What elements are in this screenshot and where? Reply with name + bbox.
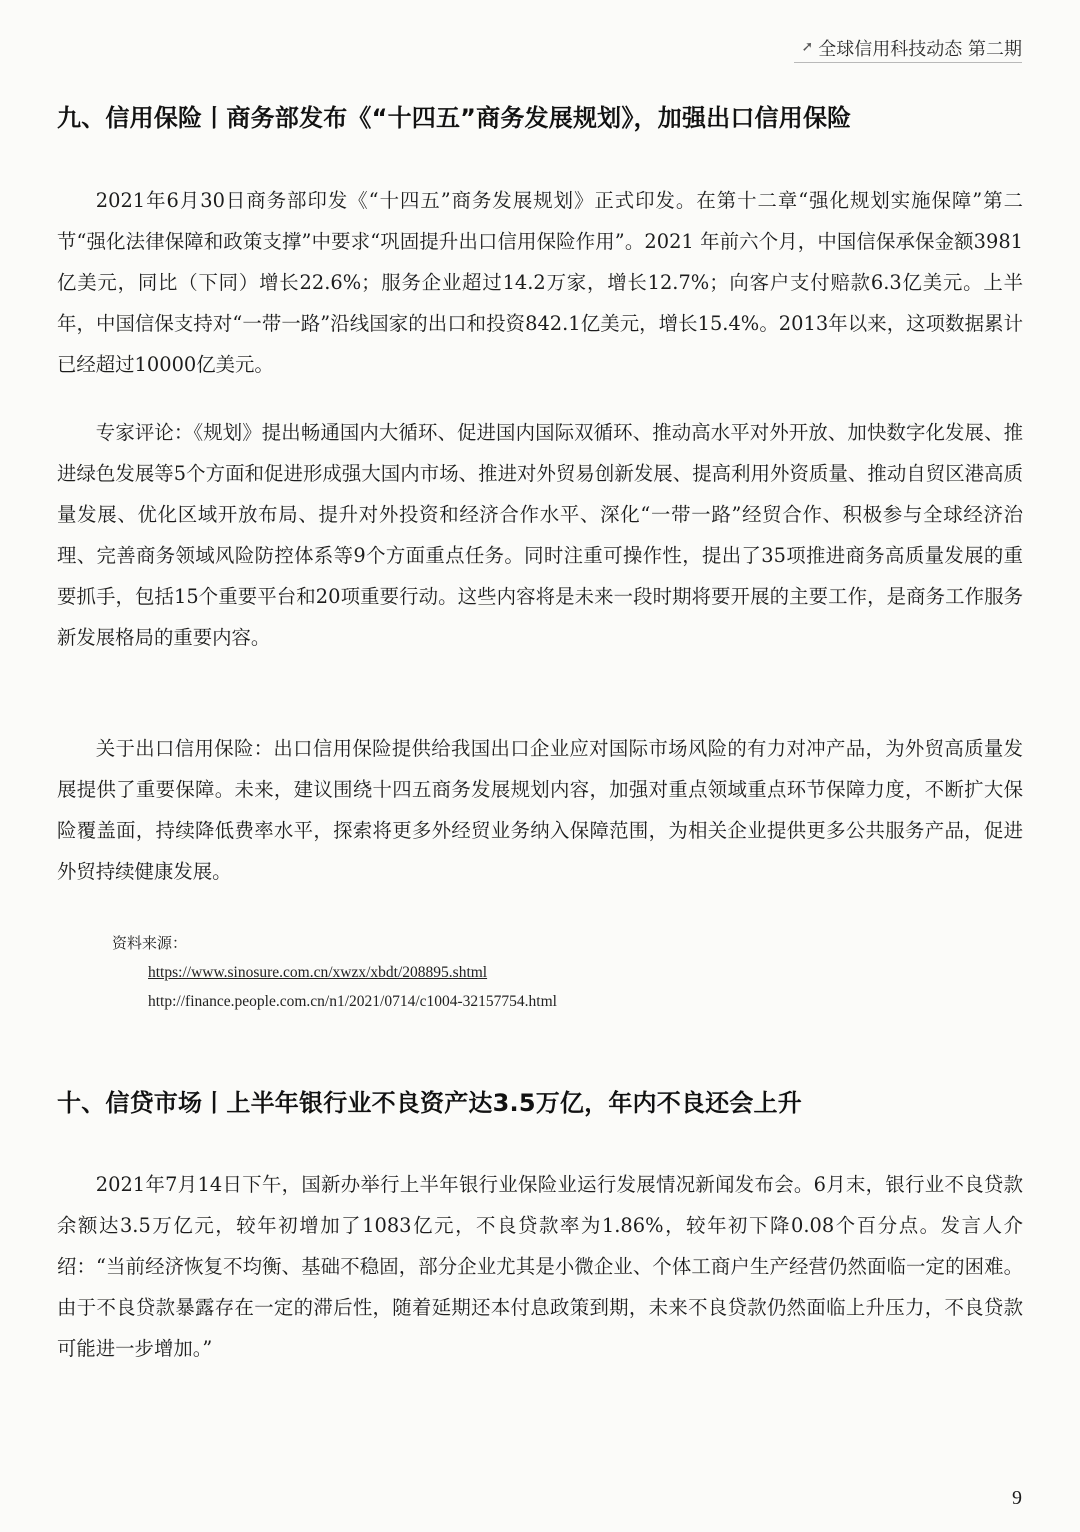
section-9-export-insurance-paragraph: 关于出口信用保险：出口信用保险提供给我国出口企业应对国际市场风险的有力对冲产品，为外贸高质量发展提供了重要保障。未来，建议围绕十四五商务发展规划内容，加强对重点领域重点环节保障力度，不断扩大保险覆盖面，持续降低费率水平，探索将更多外经贸业务纳入保障范围，为相关企业提供更多公共服务产品，促进外贸持续健康发展。 [57,737,1023,883]
section-9-paragraph-1: 2021年6月30日商务部印发《“十四五”商务发展规划》正式印发。在第十二章“强化规划实施保障”第二节“强化法律保障和政策支撑”中要求“巩固提升出口信用保险作用”。2021 年前六个月，中国信保承保金额3981亿美元，同比（下同）增长22.6%；服务企业超过14.2万家，增长12.7%；向客户支付赔款6.3亿美元。上半年，中国信保支持对“一带一路”沿线国家的出口和投资842.1亿美元，增长15.4%。2013年以来，这项数据累计已经超过10000亿美元。 [57,189,1023,376]
section-10-heading: 十、信贷市场丨上半年银行业不良资产达3.5万亿，年内不良还会上升 [57,1089,802,1117]
sources-block [112,929,557,1016]
page-number: 9 [1012,1487,1022,1509]
page-header [794,34,1022,63]
section-10-paragraph-1: 2021年7月14日下午，国新办举行上半年银行业保险业运行发展情况新闻发布会。6月末，银行业不良贷款余额达3.5万亿元，较年初增加了1083亿元，不良贷款率为1.86%，较年初下降0.08个百分点。发言人介绍：“当前经济恢复不均衡、基础不稳固，部分企业尤其是小微企业、个体工商户生产经营仍然面临一定的困难。由于不良贷款暴露存在一定的滞后性，随着延期还本付息政策到期，未来不良贷款仍然面临上升压力，不良贷款可能进一步增加。” [57,1173,1023,1360]
publication-title: 全球信用科技动态 第二期 [818,39,1022,60]
sources-label: 资料来源： [112,934,188,952]
section-9-expert-comment: 专家评论：《规划》提出畅通国内大循环、促进国内国际双循环、推动高水平对外开放、加快数字化发展、推进绿色发展等5个方面和促进形成强大国内市场、推进对外贸易创新发展、提高利用外资质量、推动自贸区港高质量发展、优化区域开放布局、提升对外投资和经济合作水平、深化“一带一路”经贸合作、积极参与全球经济治理、完善商务领域风险防控体系等9个方面重点任务。同时注重可操作性，提出了35项推进商务高质量发展的重要抓手，包括15个重要平台和20项重要行动。这些内容将是未来一段时期将要开展的主要工作，是商务工作服务新发展格局的重要内容。 [57,421,1023,649]
section-9-heading: 九、信用保险丨商务部发布《“十四五”商务发展规划》，加强出口信用保险 [57,104,852,132]
source-link-2[interactable]: http://finance.people.com.cn/n1/2021/0714/c1004-32157754.html [148,993,557,1010]
source-link-1[interactable]: https://www.sinosure.com.cn/xwzx/xbdt/208895.shtml [148,964,488,981]
arrow-up-right-icon: ➚ [801,39,814,55]
